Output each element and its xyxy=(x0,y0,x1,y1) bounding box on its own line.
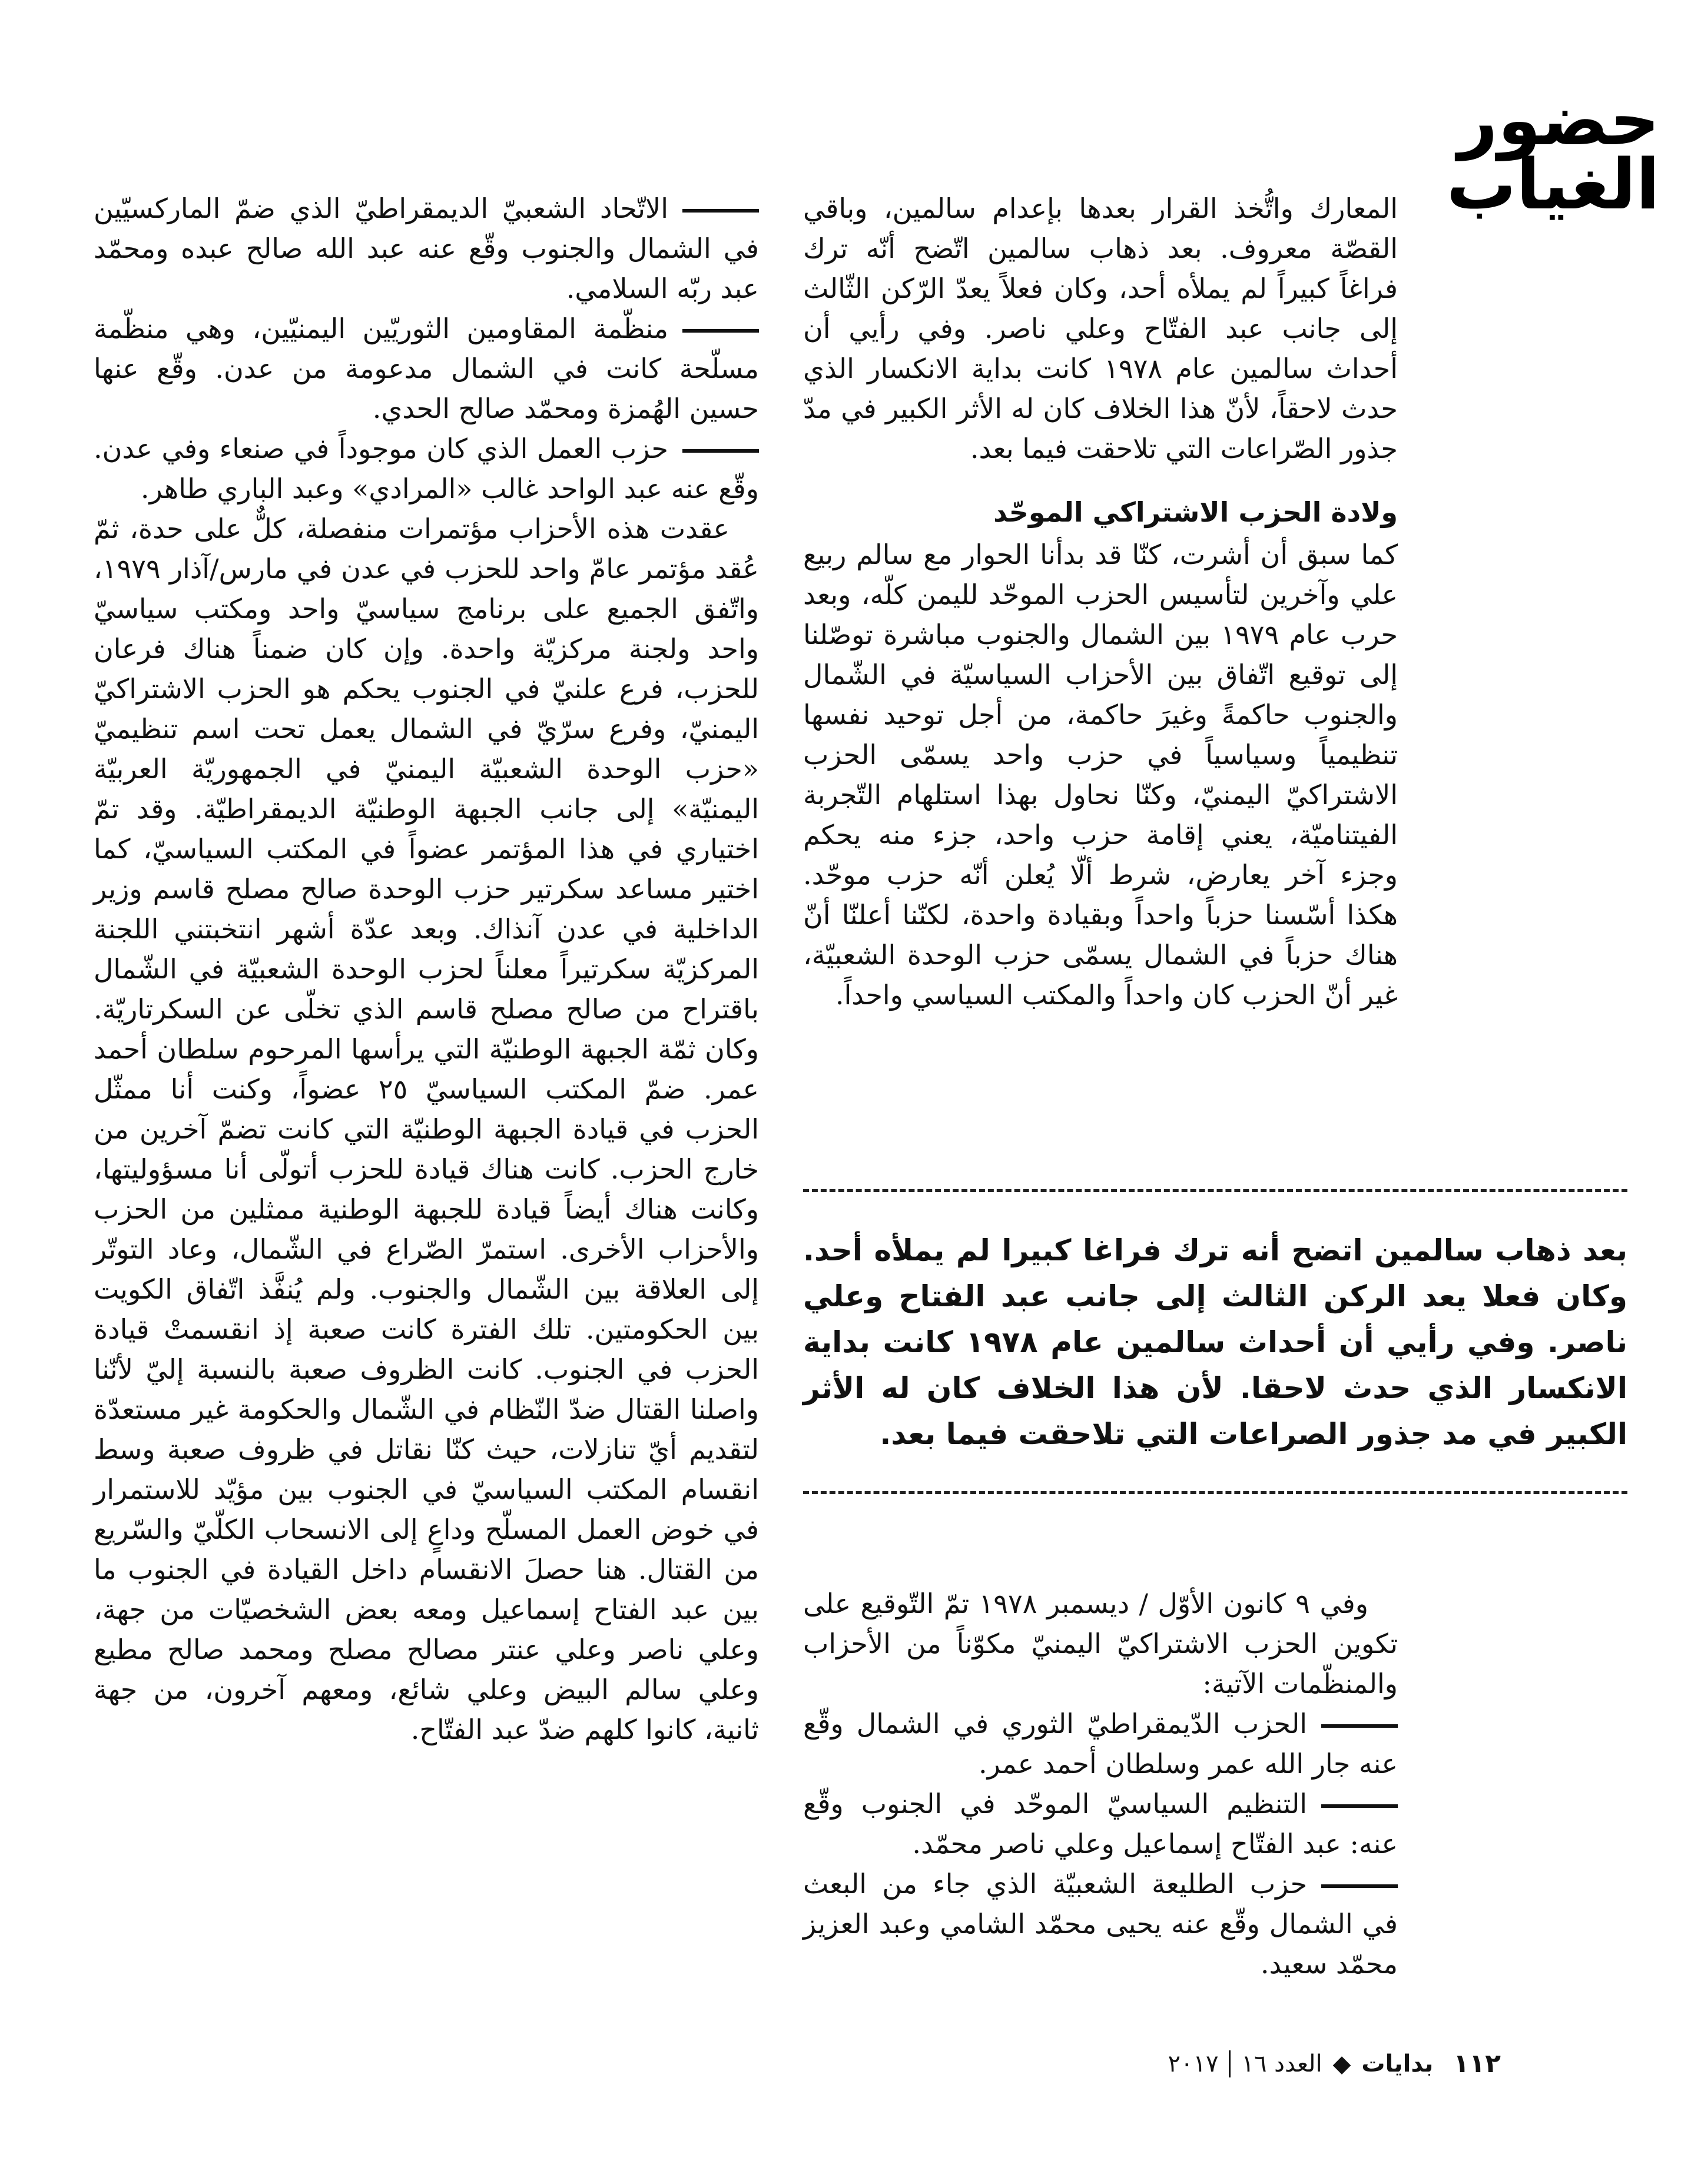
pull-quote: بعد ذهاب سالمين اتضح أنه ترك فراغا كبيرا لم يملأه أحد. وكان فعلا يعد الركن الثالث إلى جانب عبد الفتاح وعلي ناصر. وفي رأيي أن أحداث سالمين عام ١٩٧٨ كانت بداية الانكسار الذي حدث لاحقا. لأن هذا الخلاف كان له الأثر الكبير في مد جذور الصراعات التي تلاحقت فيما بعد. xyxy=(803,1189,1627,1494)
page-number: ١١٢ xyxy=(1453,2049,1501,2079)
diamond-icon: ◆ xyxy=(1332,2050,1351,2077)
list-item-text: التنظيم السياسيّ الموحّد في الجنوب وقّع عنه: عبد الفتّاح إسماعيل وعلي ناصر محمّد. xyxy=(803,1788,1398,1860)
dash-marker xyxy=(682,449,759,453)
footer-divider xyxy=(1229,2050,1231,2077)
list-item xyxy=(803,1864,1398,1984)
section-subheading: ولادة الحزب الاشتراكي الموحّد xyxy=(993,496,1398,528)
right-column-top xyxy=(803,188,1398,1015)
list-item xyxy=(803,1784,1398,1864)
right-column-bottom xyxy=(803,1584,1398,1984)
issue-year: ٢٠١٧ xyxy=(1168,2050,1219,2077)
body-paragraph: المعارك واتُّخذ القرار بعدها بإعدام سالمين، وباقي القصّة معروف. بعد ذهاب سالمين اتّضح أنّه ترك فراغاً كبيراً لم يملأه أحد، وكان فعلاً يعدّ الرّكن الثّالث إلى جانب عبد الفتّاح وعلي ناصر. وفي رأيي أن أحداث سالمين عام ١٩٧٨ كانت بداية الانكسار الذي حدث لاحقاً، لأنّ هذا الخلاف كان له الأثر الكبير في مدّ جذور الصّراعات التي تلاحقت فيما بعد. xyxy=(803,192,1398,464)
dash-marker xyxy=(682,329,759,333)
magazine-name: بدايات xyxy=(1361,2050,1434,2077)
list-item-text: الحزب الدّيمقراطيّ الثوري في الشمال وقّع عنه جار الله عمر وسلطان أحمد عمر. xyxy=(803,1708,1398,1780)
list-item xyxy=(803,1704,1398,1784)
list-item xyxy=(94,429,759,509)
page-footer xyxy=(1168,2049,1501,2079)
list-item xyxy=(94,308,759,429)
dash-marker xyxy=(1321,1804,1398,1808)
section-masthead xyxy=(1446,79,1660,225)
issue-number: العدد ١٦ xyxy=(1241,2050,1322,2077)
body-paragraph: كما سبق أن أشرت، كنّا قد بدأنا الحوار مع سالم ربيع علي وآخرين لتأسيس الحزب الموحّد لليمن كلّه، وبعد حرب عام ١٩٧٩ بين الشمال والجنوب مباشرة توصّلنا إلى توقيع اتّفاق بين الأحزاب السياسيّة في الشّمال والجنوب حاكمةً وغيرَ حاكمة، من أجل توحيد نفسها تنظيمياً وسياسياً في حزب واحد يسمّى الحزب الاشتراكيّ اليمنيّ، وكنّا نحاول بهذا استلهام التّجربة الفيتناميّة، يعني إقامة حزب واحد، جزء منه يحكم وجزء آخر يعارض، شرط ألّا يُعلن أنّه حزب موحّد. هكذا أسّسنا حزباً واحداً وبقيادة واحدة، لكنّنا أعلنّا أنّ هناك حزباً في الشمال يسمّى حزب الوحدة الشعبيّة، غير أنّ الحزب كان واحداً والمكتب السياسي واحداً. xyxy=(803,539,1398,1011)
dash-marker xyxy=(682,209,759,213)
list-item-text: منظّمة المقاومين الثوريّين اليمنيّين، وهي منظّمة مسلّحة كانت في الشمال مدعومة من عدن. وقّع عنها حسين الهُمزة ومحمّد صالح الحدي. xyxy=(94,313,759,424)
list-item xyxy=(94,188,759,308)
body-paragraph: وفي ٩ كانون الأوّل / ديسمبر ١٩٧٨ تمّ التّوقيع على تكوين الحزب الاشتراكيّ اليمنيّ مكوّناً من الأحزاب والمنظّمات الآتية: xyxy=(803,1588,1398,1700)
body-paragraph: عقدت هذه الأحزاب مؤتمرات منفصلة، كلٌّ على حدة، ثمّ عُقد مؤتمر عامّ واحد للحزب في عدن في مارس/آذار ١٩٧٩، واتّفق الجميع على برنامج سياسيّ واحد ومكتب سياسيّ واحد ولجنة مركزيّة واحدة. وإن كان ضمناً هناك فرعان للحزب، فرع علنيّ في الجنوب يحكم هو الحزب الاشتراكيّ اليمنيّ، وفرع سرّيّ في الشمال يعمل تحت اسم تنظيميّ «حزب الوحدة الشعبيّة اليمنيّ في الجمهوريّة العربيّة اليمنيّة» إلى جانب الجبهة الوطنيّة الديمقراطيّة. وقد تمّ اختياري في هذا المؤتمر عضواً في المكتب السياسيّ، كما اختير مساعد سكرتير حزب الوحدة صالح مصلح قاسم وزير الداخلية في عدن آنذاك. وبعد عدّة أشهر انتخبتني اللجنة المركزيّة سكرتيراً معلناً لحزب الوحدة الشعبيّة في الشّمال باقتراح من صالح مصلح قاسم الذي تخلّى عن السكرتاريّة. وكان ثمّة الجبهة الوطنيّة التي يرأسها المرحوم سلطان أحمد عمر. ضمّ المكتب السياسيّ ٢٥ عضواً، وكنت أنا ممثّل الحزب في قيادة الجبهة الوطنيّة التي كانت تضمّ آخرين من خارج الحزب. كانت هناك قيادة للحزب أتولّى أنا مسؤوليتها، وكانت هناك أيضاً قيادة للجبهة الوطنية ممثلين من الحزب والأحزاب الأخرى. استمرّ الصّراع في الشّمال، وعاد التوتّر إلى العلاقة بين الشّمال والجنوب. ولم يُنفَّذ اتّفاق الكويت بين الحكومتين. تلك الفترة كانت صعبة إذ انقسمتْ قيادة الحزب في الجنوب. كانت الظروف صعبة بالنسبة إليّ لأنّنا واصلنا القتال ضدّ النّظام في الشّمال والحكومة غير مستعدّة لتقديم أيّ تنازلات، حيث كنّا نقاتل في ظروف صعبة وسط انقسام المكتب السياسيّ في الجنوب بين مؤيّد للاستمرار في خوض العمل المسلّح وداعٍ إلى الانسحاب الكلّيّ والسّريع من القتال. هنا حصلَ الانقسام داخل القيادة في الجنوب ما بين عبد الفتاح إسماعيل ومعه بعض الشخصيّات من جهة، وعلي ناصر وعلي عنتر مصالح مصلح ومحمد صالح مطيع وعلي سالم البيض وعلي شائع، ومعهم آخرون، من جهة ثانية، كانوا كلهم ضدّ عبد الفتّاح. xyxy=(94,513,759,1745)
masthead-line-2: الغياب xyxy=(1446,143,1660,225)
list-item-text: الاتّحاد الشعبيّ الديمقراطيّ الذي ضمّ الماركسيّين في الشمال والجنوب وقّع عنه عبد الله صالح عبده ومحمّد عبد ربّه السلامي. xyxy=(94,192,759,304)
dash-marker xyxy=(1321,1884,1398,1888)
list-item-text: حزب الطليعة الشعبيّة الذي جاء من البعث في الشمال وقّع عنه يحيى محمّد الشامي وعبد العزيز محمّد سعيد. xyxy=(803,1868,1398,1980)
list-item-text: حزب العمل الذي كان موجوداً في صنعاء وفي عدن. وقّع عنه عبد الواحد غالب «المرادي» وعبد الباري طاهر. xyxy=(94,433,759,504)
left-column xyxy=(94,188,759,1750)
masthead-line-1: حضور xyxy=(1457,79,1660,161)
dash-marker xyxy=(1321,1724,1398,1728)
